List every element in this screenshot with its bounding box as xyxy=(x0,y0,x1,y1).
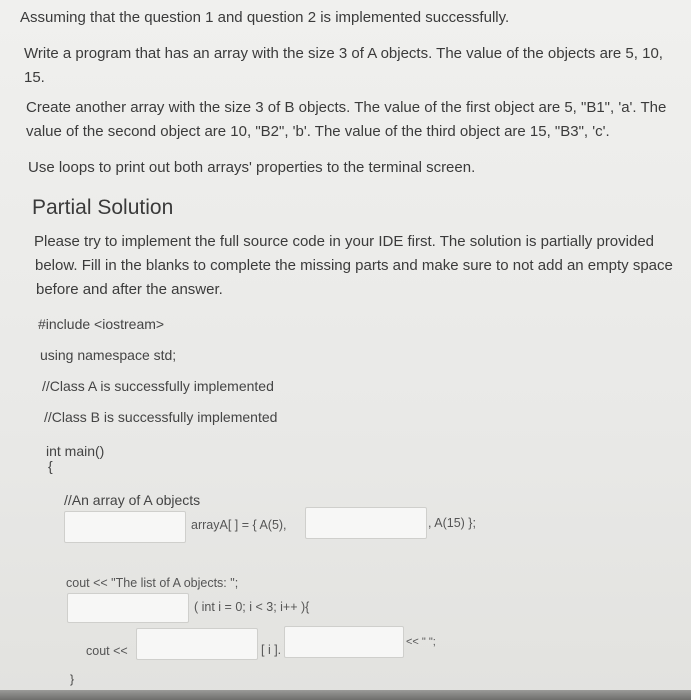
question-paragraph-1-line-1: Write a program that has an array with the size 3 of A objects. The value of the objects are 5, 10, xyxy=(24,45,663,62)
question-intro: Assuming that the question 1 and question 2 is implemented successfully. xyxy=(20,9,510,26)
blank-array-second-element[interactable] xyxy=(305,507,427,539)
question-paragraph-2-line-2: value of the second object are 10, "B2", 'b'. The value of the third object are 15, "B3", 'c'. xyxy=(26,123,610,140)
instructions-line-3: before and after the answer. xyxy=(36,281,223,298)
code-main: int main() xyxy=(46,443,105,459)
question-paragraph-1-line-2: 15. xyxy=(24,69,45,86)
code-comment-class-b: //Class B is successfully implemented xyxy=(44,409,278,425)
code-comment-class-a: //Class A is successfully implemented xyxy=(42,378,274,394)
question-paragraph-3: Use loops to print out both arrays' properties to the terminal screen. xyxy=(28,159,476,176)
code-cout-start: cout << xyxy=(86,644,128,658)
blank-array-name[interactable] xyxy=(136,628,258,660)
bottom-edge xyxy=(0,690,691,700)
code-for-tail: ( int i = 0; i < 3; i++ ){ xyxy=(194,600,310,614)
code-array-decl: arrayA[ ] = { A(5), xyxy=(191,518,287,532)
blank-array-type[interactable] xyxy=(64,511,186,543)
instructions-line-1: Please try to implement the full source code in your IDE first. The solution is partially provided xyxy=(34,233,655,250)
blank-property-getter[interactable] xyxy=(284,626,404,658)
instructions-line-2: below. Fill in the blanks to complete the missing parts and make sure to not add an empty space xyxy=(35,257,673,274)
code-cout-end: << " "; xyxy=(406,636,436,648)
blank-loop-keyword[interactable] xyxy=(67,593,189,623)
code-comment-array: //An array of A objects xyxy=(64,492,201,508)
code-include: #include <iostream> xyxy=(38,316,165,332)
code-array-end: , A(15) }; xyxy=(428,516,476,530)
code-close-brace: } xyxy=(70,672,75,686)
question-paragraph-2-line-1: Create another array with the size 3 of B objects. The value of the first object are 5, "B1", 'a'. The xyxy=(26,99,667,116)
code-cout-list: cout << "The list of A objects: "; xyxy=(66,576,239,590)
code-using: using namespace std; xyxy=(40,347,177,363)
section-heading: Partial Solution xyxy=(32,196,174,219)
code-index: [ i ]. xyxy=(261,643,282,657)
code-open-brace: { xyxy=(48,458,53,474)
